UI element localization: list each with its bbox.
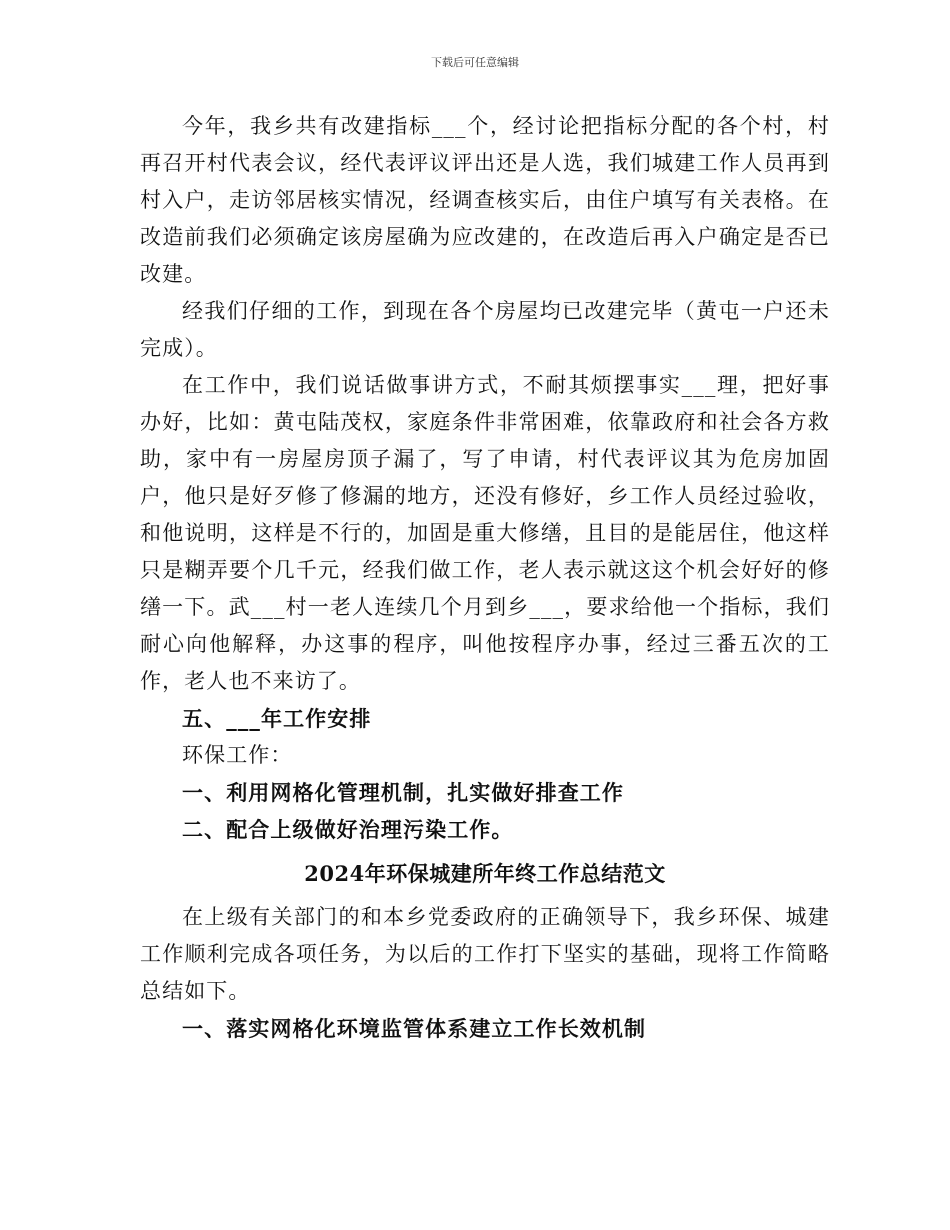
paragraph-progress: 经我们仔细的工作，到现在各个房屋均已改建完毕（黄屯一户还未完成）。 xyxy=(140,299,830,360)
heading-work-plan: 五、___年工作安排 xyxy=(182,706,372,731)
paragraph-intro: 在上级有关部门的和本乡党委政府的正确领导下，我乡环保、城建工作顺利完成各项任务，为以后的工作打下坚实的基础，现将工作简略总结如下。 xyxy=(140,905,830,1003)
section-spacer xyxy=(140,848,830,855)
paragraph-quota: 今年，我乡共有改建指标___个，经讨论把指标分配的各个村，村再召开村代表会议，经代表评议评出还是人选，我们城建工作人员再到村入户，走访邻居核实情况，经调查核实后，由住户填写有关表格。在改造前我们必须确定该房屋确为应改建的，在改造后再入户确定是否已改建。 xyxy=(140,114,830,286)
section-heading-1: 一、落实网格化环境监管体系建立工作长效机制 xyxy=(182,1016,647,1041)
title-spacer xyxy=(140,892,830,899)
paragraph-examples: 在工作中，我们说话做事讲方式，不耐其烦摆事实___理，把好事办好，比如：黄屯陆茂权，家庭条件非常困难，依靠政府和社会各方救助，家中有一房屋房顶子漏了，写了申请，村代表评议其为危房加固户，他只是好歹修了修漏的地方，还没有修好，乡工作人员经过验收，和他说明，这样是不行的，加固是重大修缮，且目的是能居住，他这样只是糊弄要个几千元，经我们做工作，老人表示就这这个机会好好的修缮一下。武___村一老人连续几个月到乡___，要求给他一个指标，我们耐心向他解释，办这事的程序，叫他按程序办事，经过三番五次的工作，老人也不来访了。 xyxy=(140,373,830,693)
plan-item-2: 二、配合上级做好治理污染工作。 xyxy=(182,817,514,842)
plan-item-1: 一、利用网格化管理机制，扎实做好排查工作 xyxy=(182,780,624,805)
label-environment-work: 环保工作： xyxy=(182,743,293,767)
document-title: 2024年环保城建所年终工作总结范文 xyxy=(304,861,666,886)
page-header-note: 下载后可任意编辑 xyxy=(431,56,519,69)
document-body xyxy=(140,108,830,1047)
